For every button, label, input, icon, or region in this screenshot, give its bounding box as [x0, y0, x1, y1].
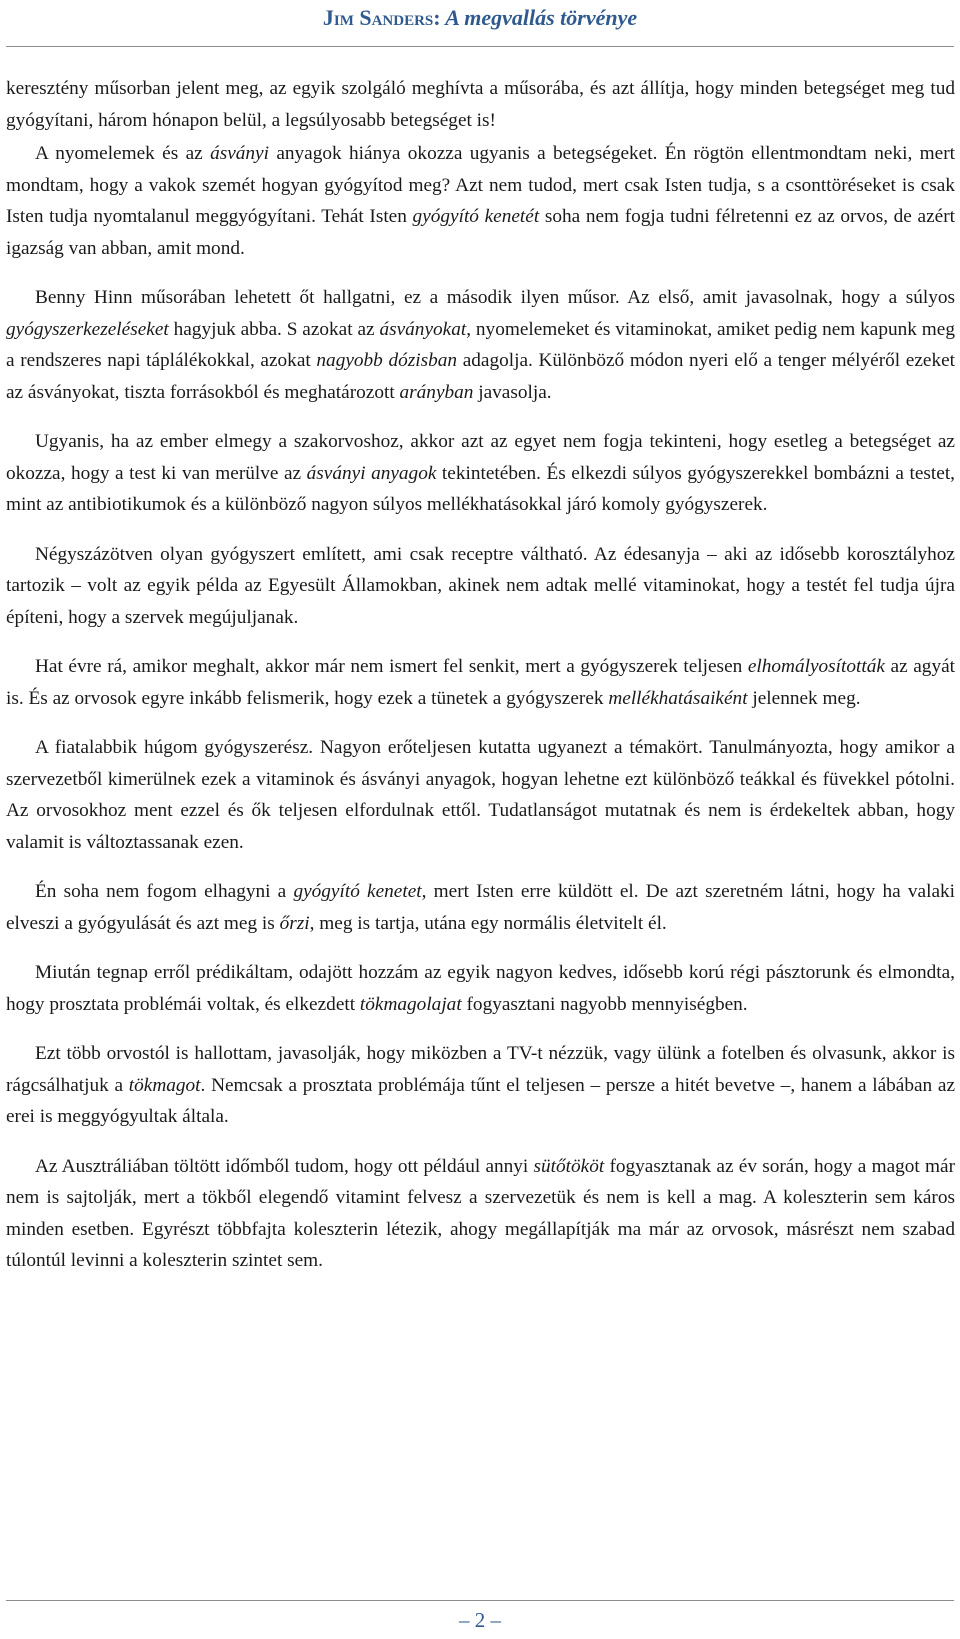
paragraph-text: A fiatalabbik húgom gyógyszerész. Nagyon erőteljesen kutatta ugyanezt a témakört. Tanulmányozta, hogy amikor a szervezetből kimerülnek ezek a vitaminok és ásványi anyagok, hogyan lehetne ezt különböző teákkal és füvekkel pótolni. Az orvosokhoz ment ezzel és ők teljesen elfordulnak ettől. Tudatlanságot mutatnak és nem is érdekeltek abban, hogy valamit is változtassanak ezen. — [6, 737, 955, 853]
paragraph-text: tekintetében. És elkezdi súlyos gyógyszerekkel bombázni a testet, mint az antibiotikumok és a különböző nagyon súlyos mellékhatásokkal járó komoly gyógyszerek. — [6, 462, 955, 515]
paragraph — [6, 957, 955, 1020]
paragraph-text: az agyát is. És az orvosok egyre inkább felismerik, hogy ezek a tünetek a gyógyszerek — [6, 656, 955, 709]
emphasis-text: őrzi — [279, 912, 310, 934]
emphasis-text: gyógyító kenetét — [412, 206, 540, 227]
paragraph-text: A nyomelemek és az — [35, 143, 211, 164]
emphasis-text: sütőtököt — [533, 1155, 605, 1177]
paragraph — [6, 732, 955, 858]
document-body — [6, 73, 955, 1295]
paragraph — [6, 876, 955, 939]
emphasis-text: gyógyító kenetet — [293, 881, 422, 902]
paragraph — [6, 282, 955, 408]
paragraph-text: fogyasztani nagyobb mennyiségben. — [461, 993, 748, 1015]
paragraph-text: , mert Isten erre küldött el. De azt szeretném látni, hogy ha valaki elveszi a gyógyulását és azt meg is — [6, 881, 956, 934]
paragraph-text: javasolja. — [473, 381, 552, 403]
emphasis-text: gyógyszerkezeléseket — [6, 318, 169, 340]
paragraph-text: Benny Hinn műsorában lehetett őt hallgatni, ez a második ilyen műsor. Az első, amit javasolnak, hogy a súlyos — [35, 287, 955, 308]
paragraph — [6, 426, 955, 521]
emphasis-text: elhomályosították — [747, 656, 885, 677]
footer-divider — [6, 1600, 954, 1601]
paragraph-text: fogyasztanak az év során, hogy a magot már nem is sajtolják, mert a tökből elegendő vitamint felvesz a szervezetük és nem is kell a mag. A koleszterin sem káros minden esetben. Egyrészt többfajta koleszterin létezik, ahogy megállapítják ma már az orvosok, másrészt nem szabad túlontúl levinni a koleszterin szintet sem. — [6, 1155, 955, 1271]
paragraph-text: Hat évre rá, amikor meghalt, akkor már nem ismert fel senkit, mert a gyógyszerek teljesen — [35, 656, 748, 677]
paragraph-text: Az Ausztráliában töltött időmből tudom, hogy ott például annyi — [35, 1155, 534, 1177]
page-number: – 2 – — [459, 1608, 501, 1632]
paragraph-text: Én soha nem fogom elhagyni a — [35, 881, 294, 902]
paragraph-text: jelennek meg. — [747, 687, 861, 709]
paragraph-text: , nyomelemeket és vitaminokat, amiket pedig nem kapunk meg a rendszeres napi táplálékokkal, azokat — [6, 318, 955, 371]
paragraph-text: keresztény műsorban jelent meg, az egyik szolgáló meghívta a műsorába, és azt állítja, hogy minden betegséget meg tud gyógyítani, három hónapon belül, a legsúlyosabb betegséget is! — [6, 78, 955, 131]
paragraph — [6, 651, 955, 714]
paragraph-text: . Nemcsak a prosztata problémája tűnt el teljesen – persze a hitét bevetve –, hanem a lábában az erei is meggyógyultak általa. — [6, 1074, 955, 1127]
paragraph-text: soha nem fogja tudni félretenni ez az orvos, de azért igazság van abban, amit mond. — [6, 206, 955, 259]
paragraph-text: , meg is tartja, utána egy normális életvitelt él. — [309, 912, 667, 934]
paragraph-text: adagolja. Különböző módon nyeri elő a tenger mélyéről ezeket az ásványokat, tiszta forrásokból és meghatározott — [6, 350, 956, 403]
paragraph-text: Ugyanis, ha az ember elmegy a szakorvoshoz, akkor azt az egyet nem fogja tekinteni, hogy esetleg a betegséget az okozza, hogy a test ki van merülve az — [6, 431, 955, 484]
emphasis-text: mellékhatásaiként — [608, 687, 748, 709]
paragraph — [6, 539, 955, 634]
paragraph-text: anyagok hiánya okozza ugyanis a betegségeket. Én rögtön ellentmondtam neki, mert mondtam, hogy a vakok szemét hogyan gyógyítod meg? Azt nem tudod, mert csak Isten tudja, s a csonttöréseket is csak Isten tudja nyomtalanul meggyógyítani. Tehát Isten — [6, 143, 955, 227]
header-author: Jim Sanders: — [322, 5, 441, 30]
paragraph — [6, 73, 955, 136]
paragraph-text: hagyjuk abba. S azokat az — [168, 318, 380, 340]
emphasis-text: tökmagot — [128, 1074, 201, 1096]
header-divider — [6, 46, 954, 47]
emphasis-text: ásványi — [210, 143, 269, 164]
emphasis-text: nagyobb dózisban — [316, 350, 458, 371]
paragraph — [6, 1151, 955, 1277]
paragraph-text: Miután tegnap erről prédikáltam, odajött hozzám az egyik nagyon kedves, idősebb korú régi pásztorunk és elmondta, hogy prosztata problémái voltak, és elkezdett — [6, 962, 955, 1015]
emphasis-text: tökmagolajat — [359, 993, 462, 1015]
paragraph — [6, 1038, 955, 1133]
running-header — [0, 2, 960, 34]
paragraph-text: Négyszázötven olyan gyógyszert említett, ami csak receptre váltható. Az édesanyja – aki az idősebb korosztályhoz tartozik – volt az egyik példa az Egyesült Államokban, akinek nem adtak mellé vitaminokat, hogy a testét fel tudja újra építeni, hogy a szervek megújuljanak. — [6, 543, 955, 628]
header-title: A megvallás törvénye — [445, 5, 638, 30]
emphasis-text: arányban — [399, 381, 474, 403]
paragraph-text: Ezt több orvostól is hallottam, javasolják, hogy miközben a TV-t nézzük, vagy ülünk a fotelben és olvasunk, akkor is rágcsálhatjuk a — [6, 1043, 955, 1096]
emphasis-text: ásványi anyagok — [306, 462, 437, 484]
emphasis-text: ásványokat — [379, 318, 467, 340]
paragraph — [6, 138, 955, 264]
